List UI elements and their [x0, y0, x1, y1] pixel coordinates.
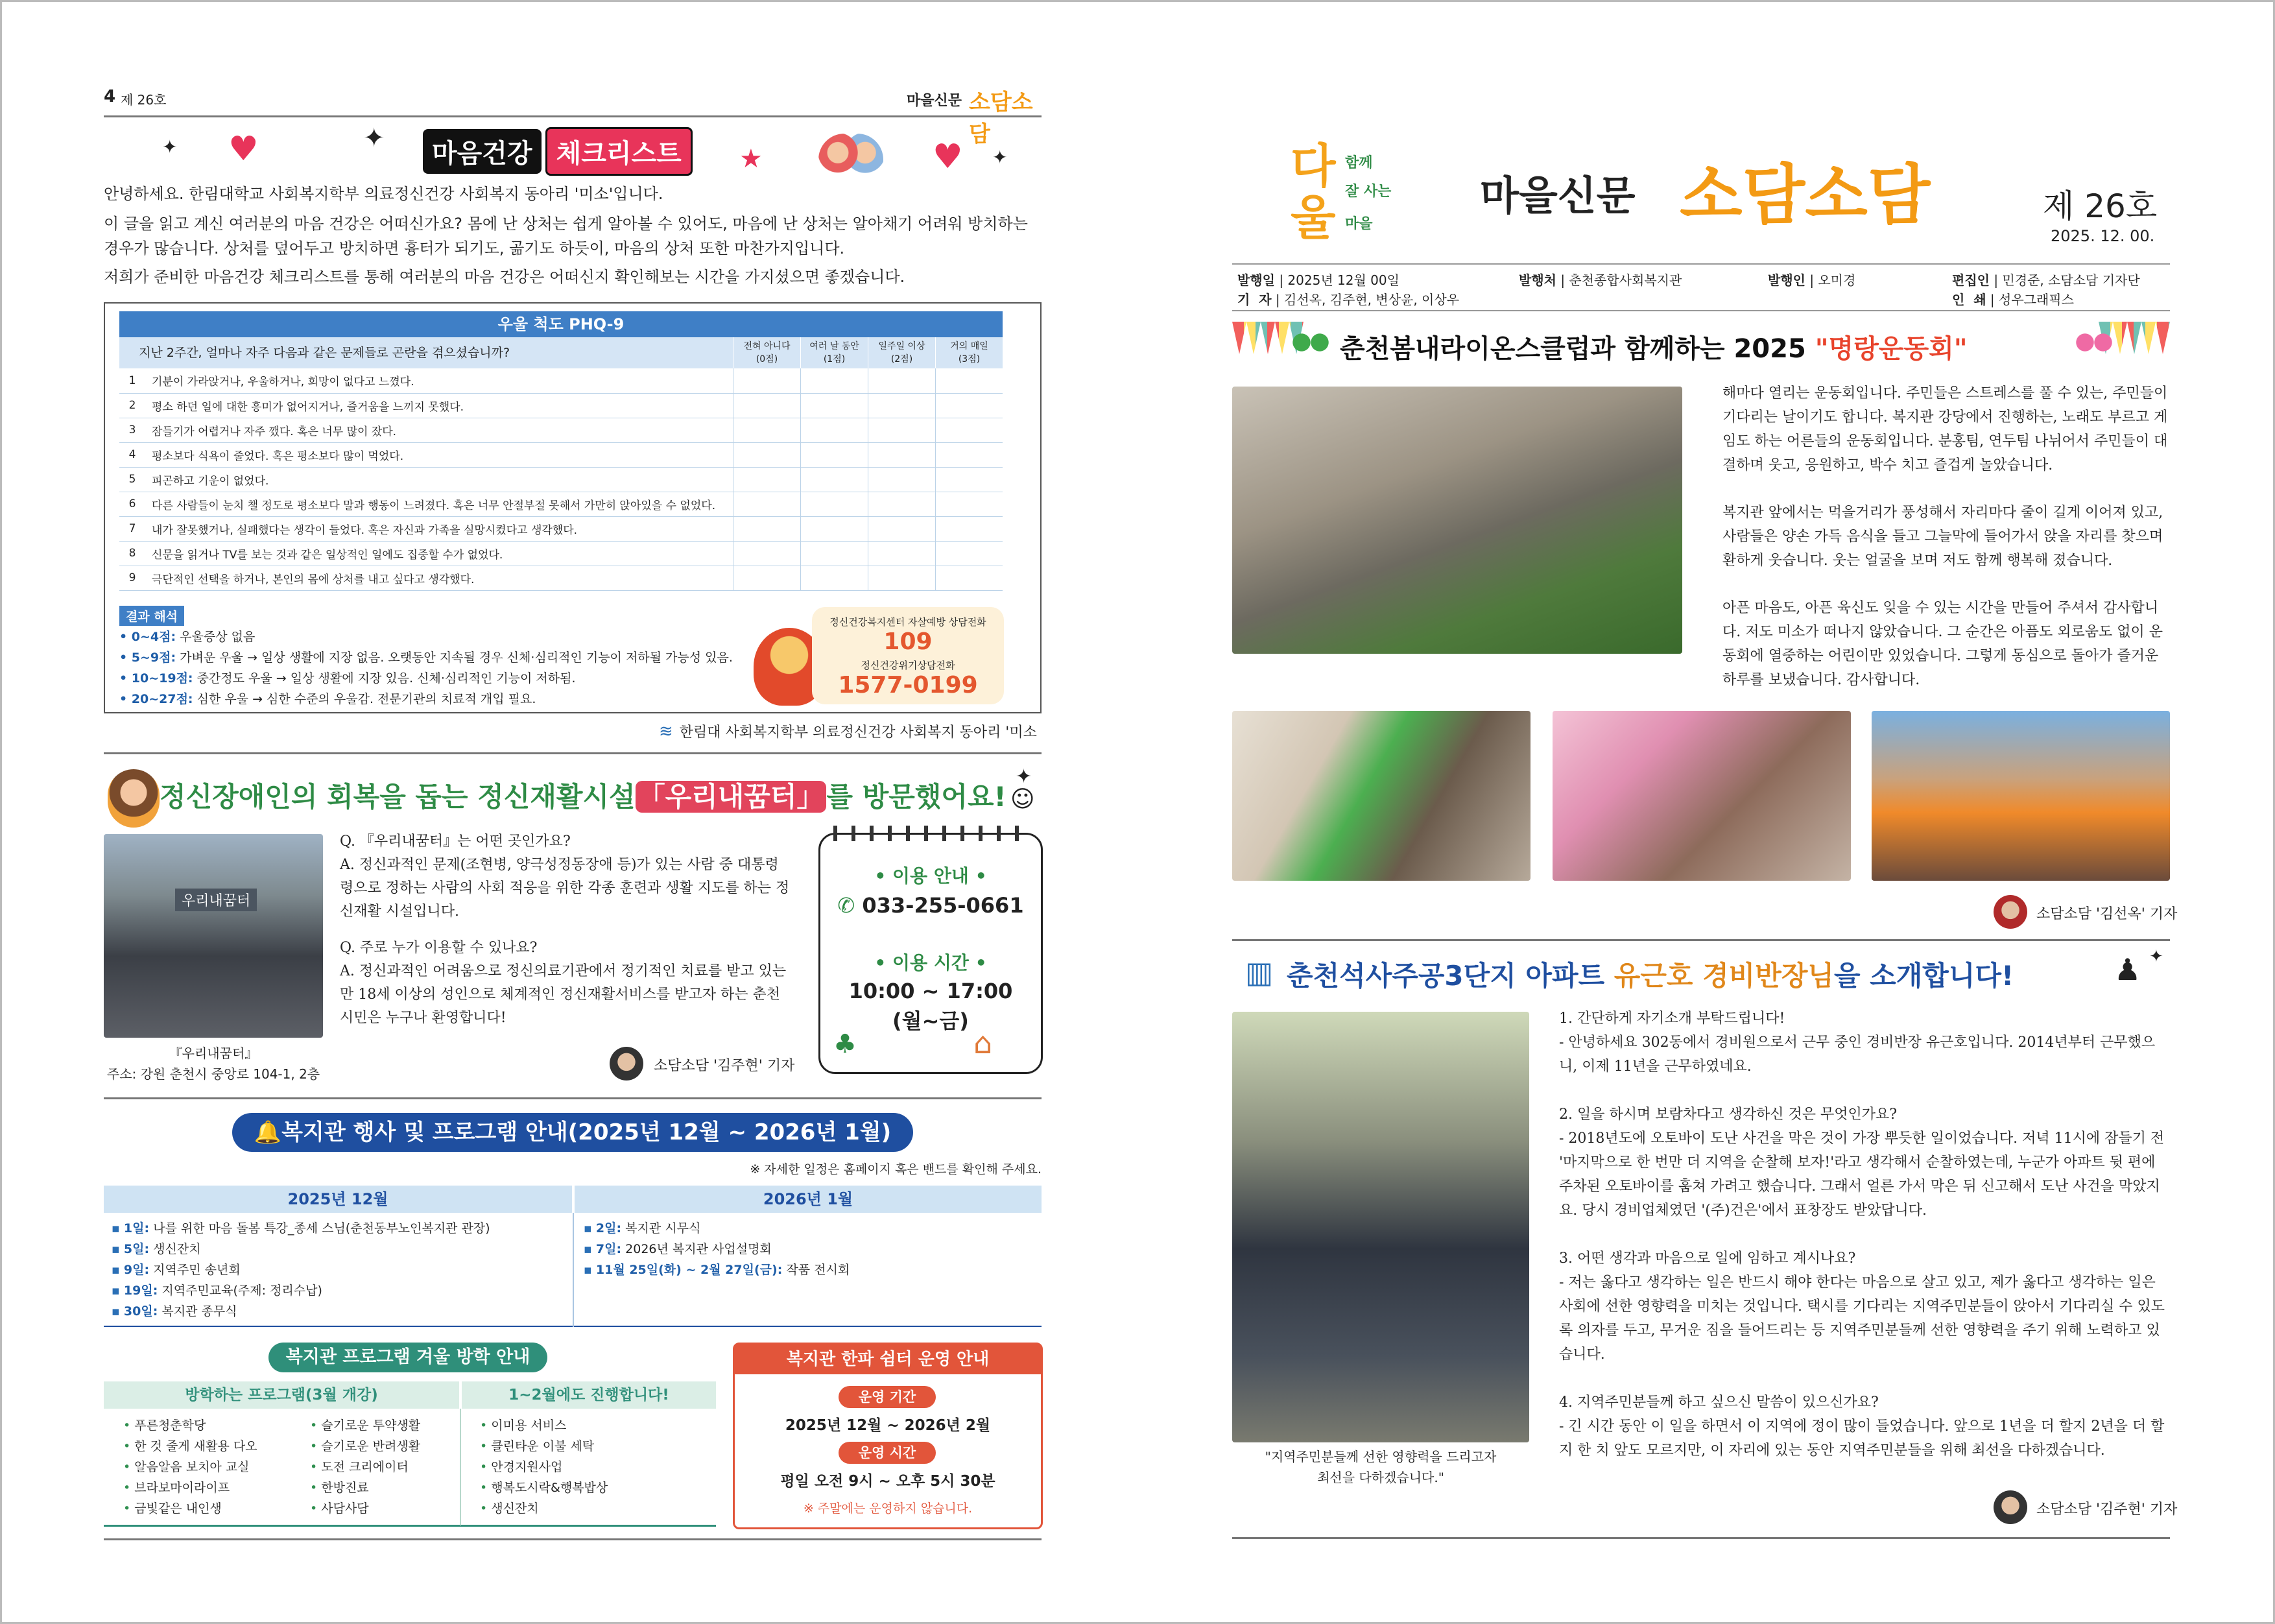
green-mascots [1288, 327, 1333, 366]
brand-big: 소담소담 [969, 90, 1033, 147]
answer-cell[interactable] [868, 492, 935, 516]
shelter-title: 복지관 한파 쉼터 운영 안내 [735, 1344, 1041, 1374]
article-paragraph: 아픈 마음도, 아픈 육신도 잊을 수 있는 시간을 만들어 주셔서 감사합니다. 저도 미소가 떠나지 않았습니다. 그 순간은 아픔도 외로움도 없이 운동회에 열중하는 어린이만 있었습니다. 그렇게 동심으로 돌아가 즐거운 하루를 보냈습니다. 감사합니다. [1722, 600, 2163, 688]
answer-cell[interactable] [800, 368, 868, 393]
sparkle-icon: ✦ [992, 147, 1008, 168]
reporter-credit: 소담소담 '김주현' 기자 [654, 1058, 795, 1074]
reporter-credit: 소담소담 '김선옥' 기자 [2036, 906, 2178, 922]
hotline2-label: 정신건강위기상담전화 [861, 660, 955, 671]
pink-mascots [2071, 327, 2117, 366]
qa-answer: - 2018년도에 오토바이 도난 사건을 막은 것이 가장 뿌듯한 일이었습니다. 저녁 11시에 잠들기 전 '마지막으로 한 번만 더 지역을 순찰해 보자!'라고 생각해서 순찰하였는데, 누군가 아파트 뒷 편에 주차된 오토바이를 훔쳐 가려고 했습니다. 그래서 얼른 가서 막은 뒤 신고해서 도난 사건을 막았지요. 당시 경비업체였던 '(주)건은'에서 표창장도 받았답니다. [1559, 1130, 2165, 1219]
sparkle-icon: ✦ [363, 123, 385, 153]
slogan-small1: 함께 [1345, 155, 1373, 171]
info-title: • 이용 안내 • [874, 865, 987, 887]
section-rule [1232, 939, 2170, 941]
answer-cell[interactable] [733, 492, 800, 516]
shelter-note: ※ 주말에는 운영하지 않습니다. [803, 1501, 973, 1516]
slogan-small2: 잘 사는 [1345, 184, 1392, 200]
sports-article [1722, 381, 2170, 692]
slogan-small3: 마을 [1345, 216, 1373, 232]
qa-question: 4. 지역주민분들께 하고 싶으신 말씀이 있으신가요? [1559, 1394, 1879, 1411]
tree-icon: ♣ [833, 1029, 857, 1059]
answer-cell[interactable] [935, 442, 1003, 467]
checklist-title-a: 마음건강 [423, 129, 542, 174]
checklist-title-b: 체크리스트 [545, 127, 693, 176]
table-row: 7 내가 잘못했거나, 실패했다는 생각이 들었다. 혹은 자신과 가족을 실망시켰다고 생각했다. [119, 516, 1003, 541]
winter-col1-title: 방학하는 프로그램(3월 개강) [104, 1381, 459, 1409]
table-row: 2 평소 하던 일에 대한 흥미가 없어지거나, 즐거움을 느끼지 못했다. [119, 393, 1003, 418]
table-row: 4 평소보다 식욕이 줄었다. 혹은 평소보다 많이 먹었다. [119, 442, 1003, 467]
winter-col2-title: 1~2월에도 진행합니다! [462, 1381, 716, 1409]
answer-cell[interactable] [733, 566, 800, 590]
calendar-rings [833, 826, 1028, 841]
answer-cell[interactable] [868, 442, 935, 467]
time-label: 운영 시간 [839, 1442, 936, 1464]
section-rule [104, 752, 1042, 754]
winter-box [104, 1381, 716, 1527]
col1-header: 2025년 12월 [104, 1186, 572, 1213]
list-item: • 안경지원사업 [480, 1457, 713, 1477]
phone-number[interactable]: 033-255-0661 [862, 893, 1024, 918]
answer-cell[interactable] [800, 492, 868, 516]
list-item: • 생신잔치 [480, 1498, 713, 1519]
winter-divider [460, 1409, 461, 1525]
star-icon: ★ [739, 144, 763, 174]
answer-cell[interactable] [733, 467, 800, 492]
events-title: 🔔복지관 행사 및 프로그램 안내(2025년 12월 ~ 2026년 1월) [232, 1113, 913, 1152]
paper-name-small: 마을신문 [1480, 172, 1636, 219]
photo-caption: 『우리내꿈터』 [169, 1045, 258, 1061]
sparkle-icon: ✦ [162, 136, 178, 158]
list-item: • 이미용 서비스 [480, 1415, 713, 1436]
hotline-box [812, 607, 1004, 704]
visit-girl-illustration [108, 769, 160, 828]
list-item: • 금빛같은 내인생 [123, 1498, 292, 1519]
answer-cell[interactable] [733, 393, 800, 418]
checklist-credit: ≋ 한림대 사회복지학부 의료정신건강 사회복지 동아리 '미소 [659, 721, 1037, 741]
hours: 10:00 ~ 17:00 [848, 979, 1013, 1003]
reporter-credit: 소담소담 '김주현' 기자 [2036, 1501, 2178, 1518]
list-item: ▪ 11월 25일(화) ~ 2월 27일(금): 작품 전시회 [584, 1260, 1038, 1280]
guard-figure-icon: ♟ [2114, 952, 2141, 987]
result-item: • 0~4점: 우울증상 없음 [119, 630, 256, 644]
bell-icon: 🔔 [254, 1119, 282, 1145]
qa-answer: A. 정신과적인 문제(조현병, 양극성정동장애 등)가 있는 사람 중 대통령령으로 정하는 사람의 사회 적응을 위한 각종 훈련과 생활 지도를 하는 정신재활 시설입니다. [340, 857, 790, 920]
footer-rule [104, 1538, 1042, 1540]
qa-answer: - 안녕하세요 302동에서 경비원으로서 근무 중인 경비반장 유근호입니다. 2014년부터 근무했으니, 이제 11년을 근무하였네요. [1559, 1034, 2156, 1075]
sports-main-photo [1232, 387, 1682, 654]
winter-col1a [123, 1415, 292, 1519]
answer-cell[interactable] [935, 467, 1003, 492]
info-calendar-card [818, 833, 1043, 1074]
info-rule-bottom [1232, 310, 2170, 311]
result-list [119, 627, 768, 710]
page-number: 4 [104, 87, 116, 106]
wave-icon: ≋ [659, 721, 673, 741]
info-item: 발행인 | 오미경 [1768, 272, 1856, 288]
qa-answer: - 긴 시간 동안 이 일을 하면서 이 지역에 정이 많이 들었습니다. 앞으로 1년을 더 할지 2년을 더 할지 한 치 앞도 모르지만, 이 자리에 있는 동안 지역주민분들을 위해 최선을 다하겠습니다. [1559, 1418, 2165, 1459]
result-label: 결과 해석 [119, 606, 184, 626]
building-sign: 우리내꿈터 [175, 889, 257, 911]
answer-cell[interactable] [800, 566, 868, 590]
col2-header: 2026년 1월 [575, 1186, 1042, 1213]
list-item: • 행복도시락&행복밥상 [480, 1477, 713, 1498]
house-icon: ⌂ [973, 1025, 993, 1060]
sports-title: 춘천봄내라이온스클럽과 함께하는 2025 "명랑운동회" [1340, 334, 1968, 364]
phq9-table-title: 우울 척도 PHQ-9 [119, 311, 1003, 337]
col2-list [584, 1218, 1038, 1280]
result-item: • 5~9점: 가벼운 우울 → 일상 생활에 지장 없음. 오랫동안 지속될 경우 신체·심리적인 기능이 저하될 가능성 있음. [119, 651, 733, 665]
answer-cell[interactable] [800, 516, 868, 541]
issue-label: 제 26호 [121, 92, 167, 108]
heart-icon: ♥ [933, 137, 963, 176]
question-header: 지난 2주간, 얼마나 자주 다음과 같은 문제들로 곤란을 겪으셨습니까? [139, 346, 510, 360]
list-item: ▪ 9일: 지역주민 송년회 [112, 1260, 566, 1280]
answer-cell[interactable] [868, 393, 935, 418]
sparkle-icon: ✦ [1016, 765, 1032, 788]
table-row: 6 다른 사람들이 눈치 챌 정도로 평소보다 말과 행동이 느려졌다. 혹은 너무 안절부절 못해서 가만히 앉아있을 수 없었다. [119, 492, 1003, 516]
list-item: ▪ 5일: 생신잔치 [112, 1239, 566, 1260]
reporter-avatar [610, 1047, 643, 1081]
qa-answer: A. 정신과적인 어려움으로 정신의료기관에서 정기적인 치료를 받고 있는 만 18세 이상의 성인으로 체계적인 정신재활서비스를 받고자 하는 춘천시민은 누구나 환영합니다! [340, 963, 787, 1026]
sparkle-icon: ✦ [2149, 947, 2163, 966]
sports-photo-2 [1232, 711, 1531, 881]
section-rule [104, 1097, 1042, 1099]
list-item: • 슬기로운 투약생활 [310, 1415, 459, 1436]
answer-cell[interactable] [800, 442, 868, 467]
qa-answer: - 저는 옳다고 생각하는 일은 반드시 해야 한다는 마음으로 살고 있고, 제가 옳다고 생각하는 일은 사회에 선한 영향력을 미치는 것입니다. 택시를 기다리는 지역주민분들이 앉아서 기다리실 수 있도록 의자를 두고, 무거운 짐을 들어드리는 등 지역주민분들께 선한 영향력을 주기 위해 노력하고 있습니다. [1559, 1274, 2165, 1363]
list-item: • 브라보마이라이프 [123, 1477, 292, 1498]
visit-qa [340, 830, 790, 1030]
list-item: • 슬기로운 반려생활 [310, 1436, 459, 1457]
phone-row [820, 893, 1041, 918]
qa-question: Q. 『우리내꿈터』는 어떤 곳인가요? [340, 833, 571, 850]
days: (월~금) [892, 1009, 969, 1033]
sports-photo-3 [1553, 711, 1851, 881]
issue-number: 제 26호 [2043, 187, 2158, 225]
reporter-avatar [1994, 895, 2027, 929]
intro-line: 이 글을 읽고 계신 여러분의 마음 건강은 어떠신가요? 몸에 난 상처는 쉽게 알아볼 수 있어도, 마음에 난 상처는 알아채기 어려워 방치하는 [104, 215, 1028, 233]
list-item: • 푸른청춘학당 [123, 1415, 292, 1436]
period-label: 운영 기간 [839, 1386, 936, 1408]
guard-title: 춘천석사주공3단지 아파트 유근호 경비반장님을 소개합니다! [1287, 960, 2014, 992]
answer-cell[interactable] [800, 418, 868, 442]
phq9-box [104, 302, 1042, 713]
checklist-title [423, 128, 693, 174]
list-item: ▪ 30일: 복지관 종무식 [112, 1301, 566, 1322]
phq9-rows [119, 368, 1003, 591]
answer-cell[interactable] [733, 516, 800, 541]
answer-cell[interactable] [868, 516, 935, 541]
hours-title: • 이용 시간 • [874, 952, 987, 973]
qa-question: 2. 일을 하시며 보람차다고 생각하신 것은 무엇인가요? [1559, 1106, 1898, 1123]
answer-cell[interactable] [800, 541, 868, 566]
address: 주소: 강원 춘천시 중앙로 104-1, 2층 [106, 1066, 320, 1082]
article-paragraph: 해마다 열리는 운동회입니다. 주민들은 스트레스를 풀 수 있는, 주민들이 기다리는 날이기도 합니다. 복지관 강당에서 진행하는, 노래도 부르고 게임도 하는 어른들의 운동회입니다. 분홍팀, 연두팀 나뉘어서 주민들이 대결하며 웃고, 응원하고, 박수 치고 즐겁게 놀았습니다. [1722, 385, 2168, 473]
article-paragraph: 복지관 앞에서는 먹을거리가 풍성해서 자리마다 줄이 길게 이어져 있고, 사람들은 양손 가득 음식을 들고 그늘막에 들어가서 앉을 자리를 찾으며 환하게 웃습니다. 웃는 얼굴을 보며 저도 함께 행복해 졌습니다. [1722, 505, 2163, 569]
answer-cell[interactable] [733, 368, 800, 393]
list-item: ▪ 19일: 지역주민교육(주제: 정리수납) [112, 1280, 566, 1301]
brand-small: 마을신문 [907, 93, 962, 109]
answer-cell[interactable] [935, 541, 1003, 566]
answer-cell[interactable] [935, 492, 1003, 516]
qa-question: Q. 주로 누가 이용할 수 있나요? [340, 940, 538, 956]
list-item: • 사담사담 [310, 1498, 459, 1519]
checklist-intro [104, 182, 1042, 289]
answer-cell[interactable] [733, 541, 800, 566]
answer-cell[interactable] [935, 418, 1003, 442]
shelter-box [733, 1343, 1043, 1529]
col-divider [573, 1213, 574, 1327]
list-item: • 알음알음 보치아 교실 [123, 1457, 292, 1477]
heart-icon: ♥ [228, 130, 259, 169]
info-item: 발행처 | 춘천종합사회복지관 [1519, 272, 1682, 288]
paper-name-big: 소담소담 [1680, 157, 1931, 233]
info-item: 기 자 | 김선옥, 김주현, 변상윤, 이상우 [1237, 292, 1460, 307]
answer-cell[interactable] [935, 368, 1003, 393]
option-0: 전혀 아니다 (0점) [733, 337, 800, 368]
table-row: 9 극단적인 선택을 하거나, 본인의 몸에 상처를 내고 싶다고 생각했다. [119, 566, 1003, 590]
answer-cell[interactable] [733, 418, 800, 442]
intro-line: 경우가 많습니다. 상처를 덮어두고 방치하면 흉터가 되기도, 곪기도 하듯이, 마음의 상처 또한 마찬가지입니다. [104, 239, 845, 257]
list-item: ▪ 2일: 복지관 시무식 [584, 1218, 1038, 1239]
phone-icon: ✆ [837, 893, 855, 918]
visit-title: 정신장애인의 회복을 돕는 정신재활시설「우리내꿈터」를 방문했어요! [160, 781, 1006, 813]
answer-cell[interactable] [935, 393, 1003, 418]
period: 2025년 12월 ~ 2026년 2월 [785, 1417, 991, 1434]
winter-col2 [480, 1415, 713, 1519]
answer-cell[interactable] [935, 516, 1003, 541]
option-2: 일주일 이상 (2점) [868, 337, 935, 368]
answer-cell[interactable] [868, 467, 935, 492]
answer-cell[interactable] [733, 442, 800, 467]
table-row: 1 기분이 가라앉거나, 우울하거나, 희망이 없다고 느꼈다. [119, 368, 1003, 393]
boy-icon: ☺ [1010, 786, 1035, 813]
list-item: ▪ 1일: 나를 위한 마음 돌봄 특강_종세 스님(춘천동부노인복지관 관장) [112, 1218, 566, 1239]
time: 평일 오전 9시 ~ 오후 5시 30분 [780, 1473, 995, 1490]
sports-photo-4 [1872, 711, 2170, 881]
intro-line: 안녕하세요. 한림대학교 사회복지학부 의료정신건강 사회복지 동아리 '미소'입니다. [104, 185, 663, 203]
answer-cell[interactable] [868, 566, 935, 590]
list-item: • 한방진료 [310, 1477, 459, 1498]
intro-line: 저희가 준비한 마음건강 체크리스트를 통해 여러분의 마음 건강은 어떠신지 확인해보는 시간을 가지셨으면 좋겠습니다. [104, 268, 905, 286]
list-item: ▪ 7일: 2026년 복지관 사업설명회 [584, 1239, 1038, 1260]
option-3: 거의 매일 (3점) [935, 337, 1003, 368]
slogan-logo [1291, 140, 1433, 244]
answer-cell[interactable] [800, 467, 868, 492]
hotline1-label: 정신건강복지센터 자살예방 상담전화 [829, 616, 986, 628]
qa-question: 1. 간단하게 자기소개 부탁드립니다! [1559, 1010, 1785, 1027]
hotline1-number[interactable]: 109 [883, 628, 933, 655]
reporter-avatar [1994, 1490, 2027, 1524]
list-item: • 도전 크리에이터 [310, 1457, 459, 1477]
info-rule-top [1232, 263, 2170, 265]
header-rule [104, 115, 1042, 117]
page-header [104, 84, 1042, 147]
answer-cell[interactable] [935, 566, 1003, 590]
info-item: 발행일 | 2025년 12월 00일 [1237, 272, 1400, 288]
guard-photo [1232, 1012, 1529, 1442]
table-row: 5 피곤하고 기운이 없었다. [119, 467, 1003, 492]
events-table [104, 1186, 1042, 1327]
center-building-photo [104, 834, 323, 1038]
list-item: • 클린타운 이불 세탁 [480, 1436, 713, 1457]
slogan-big: 다울 [1291, 139, 1336, 245]
phq9-header-row [119, 337, 1003, 368]
hotline2-number[interactable]: 1577-0199 [838, 672, 978, 699]
answer-cell[interactable] [868, 418, 935, 442]
right-page [1138, 0, 2275, 1624]
answer-cell[interactable] [800, 393, 868, 418]
answer-cell[interactable] [868, 541, 935, 566]
guard-caption: "지역주민분들께 선한 영향력을 드리고자 최선을 다하겠습니다." [1265, 1449, 1497, 1485]
publication-info [1232, 269, 2170, 309]
guard-qa [1559, 1007, 2173, 1463]
footer-rule [1232, 1537, 2170, 1539]
option-1: 여러 날 동안 (1점) [800, 337, 868, 368]
winter-col1b [310, 1415, 459, 1519]
table-row: 8 신문을 읽거나 TV를 보는 것과 같은 일상적인 일에도 집중할 수가 없었다. [119, 541, 1003, 566]
issue-date: 2025. 12. 00. [2051, 227, 2155, 245]
apartment-icon: ▥ [1245, 955, 1274, 990]
table-row: 3 잠들기가 어렵거나 자주 깼다. 혹은 너무 많이 잤다. [119, 418, 1003, 442]
info-item: 인 쇄 | 성우그래픽스 [1952, 292, 2074, 307]
couple-illustration [818, 134, 883, 188]
qa-question: 3. 어떤 생각과 마음으로 일에 임하고 계시나요? [1559, 1250, 1856, 1267]
winter-title: 복지관 프로그램 겨울 방학 안내 [268, 1343, 547, 1372]
col1-list [112, 1218, 566, 1322]
answer-cell[interactable] [868, 368, 935, 393]
info-item: 편집인 | 민경준, 소담소담 기자단 [1952, 272, 2140, 288]
result-item: • 10~19점: 중간정도 우울 → 일상 생활에 지장 있음. 신체·심리적인 기능이 저하됨. [119, 671, 576, 686]
events-note: ※ 자세한 일정은 홈페이지 혹은 밴드를 확인해 주세요. [750, 1162, 1042, 1176]
list-item: • 한 것 줄게 새활용 다오 [123, 1436, 292, 1457]
result-item: • 20~27점: 심한 우울 → 심한 수준의 우울감. 전문기관의 치료적 개입 필요. [119, 692, 536, 706]
